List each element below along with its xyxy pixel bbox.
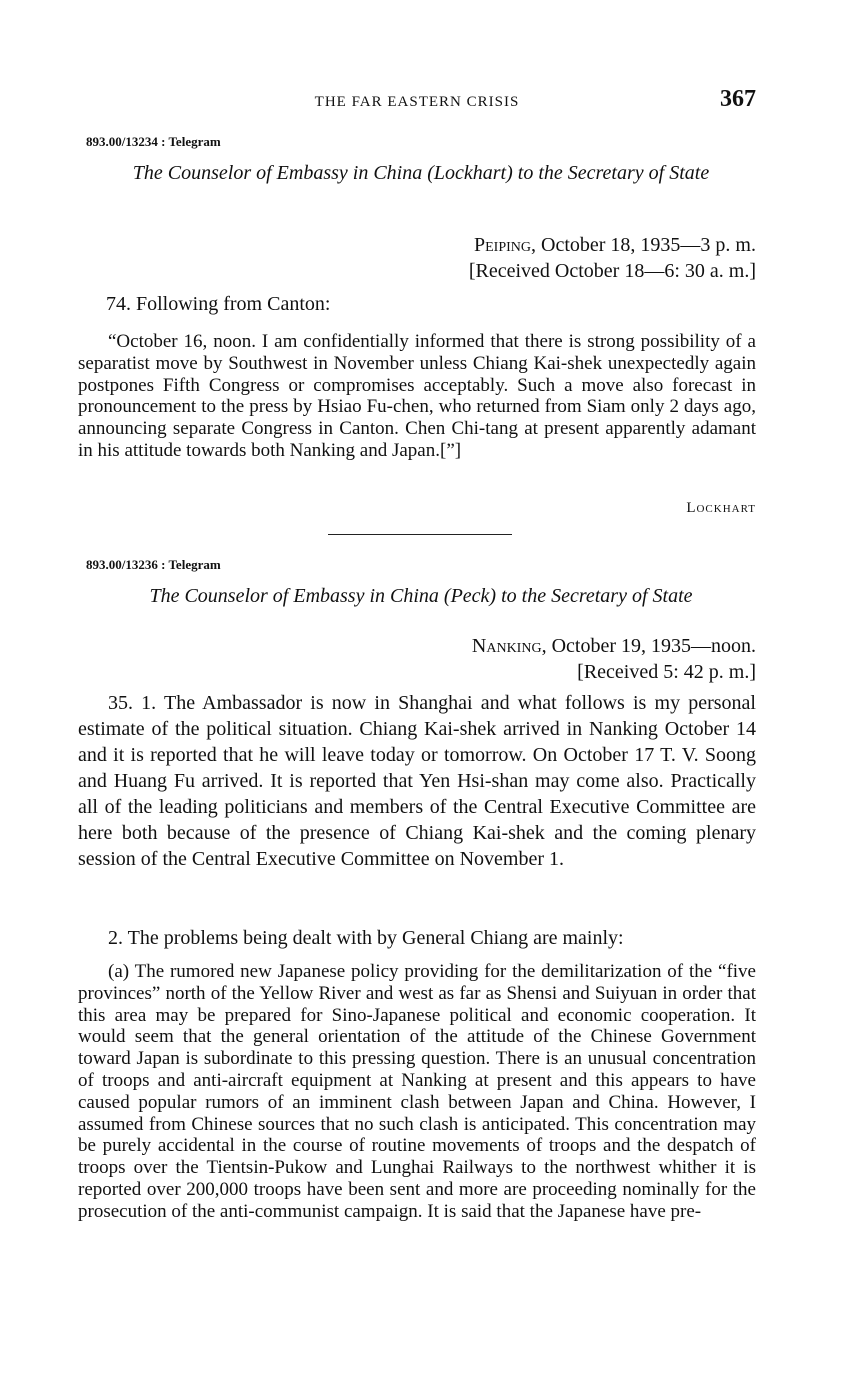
dateline-place-1: Peiping (474, 234, 532, 256)
quoted-telegram: “October 16, noon. I am confidentially informed that there is strong possibility of a separatist move by Southwest in November unless Chiang Kai-shek unexpectedly again postpones Fifth Congress or compromises acceptably. Such a move also forecast in pronouncement to the press by Hsiao Fu-chen, who returned from Siam only 2 days ago, announcing separate Congress in Canton. Chen Chi-tang at present apparently adamant in his attitude towards both Nanking and Japan.[”] (78, 331, 756, 461)
file-number-2: 893.00/13236 : Telegram (86, 557, 221, 572)
dateline-date-2: , October 19, 1935—noon. (541, 635, 756, 657)
page-header (78, 86, 756, 120)
received-line-2: [Received 5: 42 p. m.] (577, 661, 756, 683)
received-line-1: [Received October 18—6: 30 a. m.] (468, 260, 756, 282)
document-title-1: The Counselor of Embassy in China (Lockhart) to the Secretary of State (132, 162, 710, 184)
dateline-1 (474, 232, 756, 258)
paragraph-2: 2. The problems being dealt with by General Chiang are mainly: (108, 927, 624, 949)
dateline-place-2: Nanking (471, 635, 542, 657)
dateline-date-1: , October 18, 1935—3 p. m. (531, 234, 756, 256)
intro-line-1: 74. Following from Canton: (106, 293, 331, 315)
running-title: THE FAR EASTERN CRISIS (314, 94, 520, 110)
paragraph-3: (a) The rumored new Japanese policy providing for the demilitarization of the “five provinces” north of the Yellow River and west as far as Shensi and Suiyuan in order that this area may be prepared for Sino-Japanese political and economic cooperation. It would seem that the general orientation of the attitude of the Chinese Government toward Japan is subordinate to this pressing question. There is an unusual concentration of troops and anti-aircraft equipment at Nanking at present and this appears to have caused popular rumors of an imminent clash between Japan and China. However, I assumed from Chinese sources that no such clash is anticipated. This concentration may be purely accidental in the course of routine movements of troops and the despatch of troops over the Tientsin-Pukow and Lunghai Railways to the northwest whither it is reported over 200,000 troops have been sent and more are proceeding nominally for the prosecution of the anti-communist campaign. It is said that the Japanese have pre- (78, 961, 756, 1222)
document-title-2: The Counselor of Embassy in China (Peck) to the Secretary of State (149, 585, 693, 607)
page-number: 367 (720, 86, 756, 112)
document-page (78, 0, 756, 1380)
paragraph-1: 35. 1. The Ambassador is now in Shanghai and what follows is my personal estimate of the political situation. Chiang Kai-shek arrived in Nanking October 14 and it is reported that he will leave today or tomorrow. On October 17 T. V. Soong and Huang Fu arrived. It is reported that Yen Hsi-shan may come also. Practically all of the leading politicians and members of the Central Executive Committee are here both because of the presence of Chiang Kai-shek and the coming plenary session of the Central Executive Committee on November 1. (78, 692, 756, 870)
dateline-2 (472, 633, 756, 659)
file-number-1: 893.00/13234 : Telegram (86, 134, 221, 149)
signature-1: Lockhart (686, 500, 756, 516)
section-divider (328, 534, 512, 535)
